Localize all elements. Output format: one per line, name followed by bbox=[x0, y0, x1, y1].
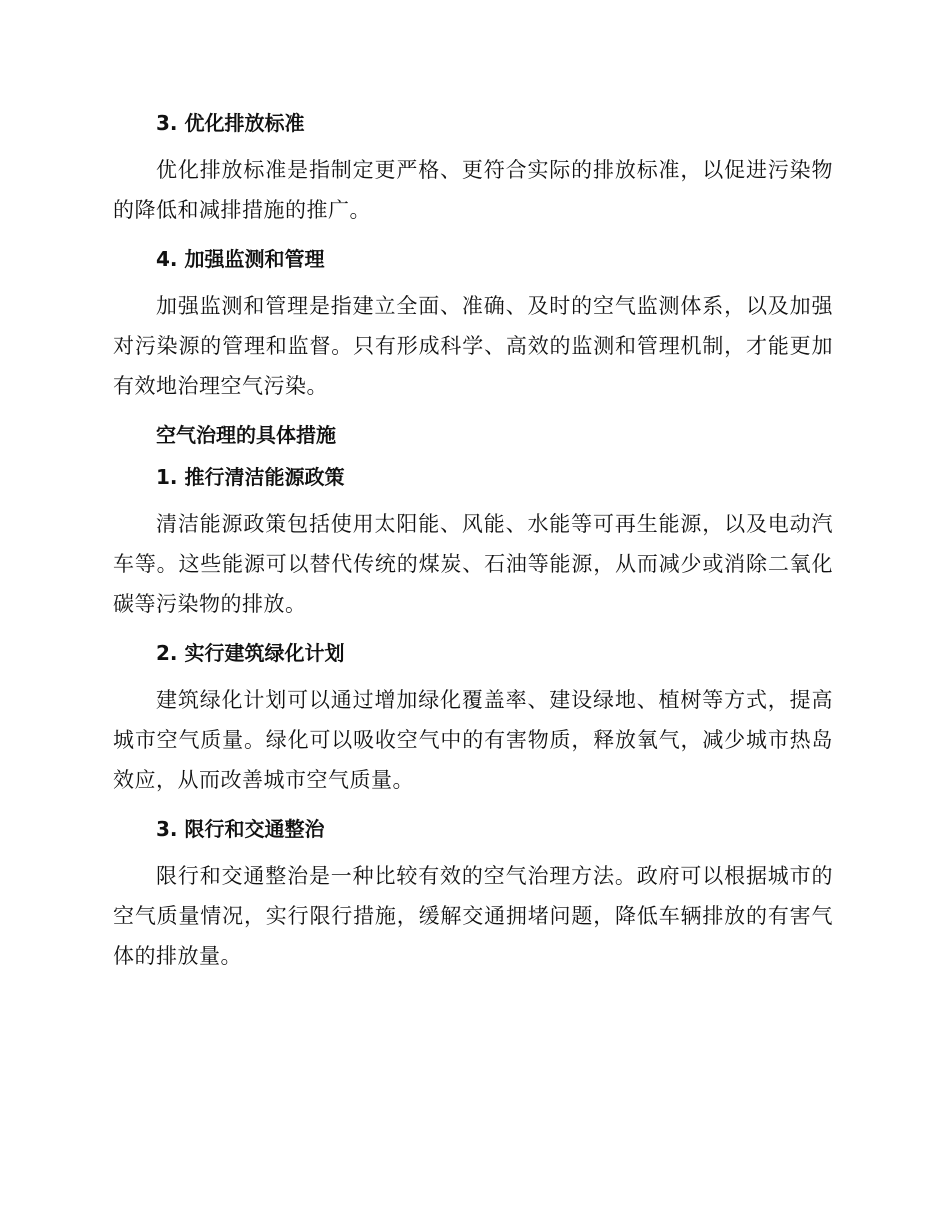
section-heading-optimize-standards: 3. 优化排放标准 bbox=[156, 111, 305, 135]
paragraph-clean-energy: 清洁能源政策包括使用太阳能、风能、水能等可再生能源，以及电动汽车等。这些能源可以替代传统的煤炭、石油等能源，从而减少或消除二氧化碳等污染物的排放。 bbox=[113, 512, 833, 616]
section-heading-clean-energy: 1. 推行清洁能源政策 bbox=[156, 465, 345, 489]
paragraph-optimize-standards: 优化排放标准是指制定更严格、更符合实际的排放标准，以促进污染物的降低和减排措施的推广。 bbox=[113, 158, 833, 222]
paragraph-greening: 建筑绿化计划可以通过增加绿化覆盖率、建设绿地、植树等方式，提高城市空气质量。绿化可以吸收空气中的有害物质，释放氧气，减少城市热岛效应，从而改善城市空气质量。 bbox=[113, 688, 833, 792]
paragraph-monitoring: 加强监测和管理是指建立全面、准确、及时的空气监测体系，以及加强对污染源的管理和监督。只有形成科学、高效的监测和管理机制，才能更加有效地治理空气污染。 bbox=[113, 294, 833, 398]
section-heading-traffic: 3. 限行和交通整治 bbox=[156, 817, 325, 841]
document-body bbox=[113, 108, 833, 990]
section-heading-greening: 2. 实行建筑绿化计划 bbox=[156, 641, 345, 665]
section-heading-monitoring: 4. 加强监测和管理 bbox=[156, 247, 325, 271]
paragraph-traffic: 限行和交通整治是一种比较有效的空气治理方法。政府可以根据城市的空气质量情况，实行限行措施，缓解交通拥堵问题，降低车辆排放的有害气体的排放量。 bbox=[113, 864, 833, 968]
section-heading-specific-measures: 空气治理的具体措施 bbox=[156, 423, 336, 447]
